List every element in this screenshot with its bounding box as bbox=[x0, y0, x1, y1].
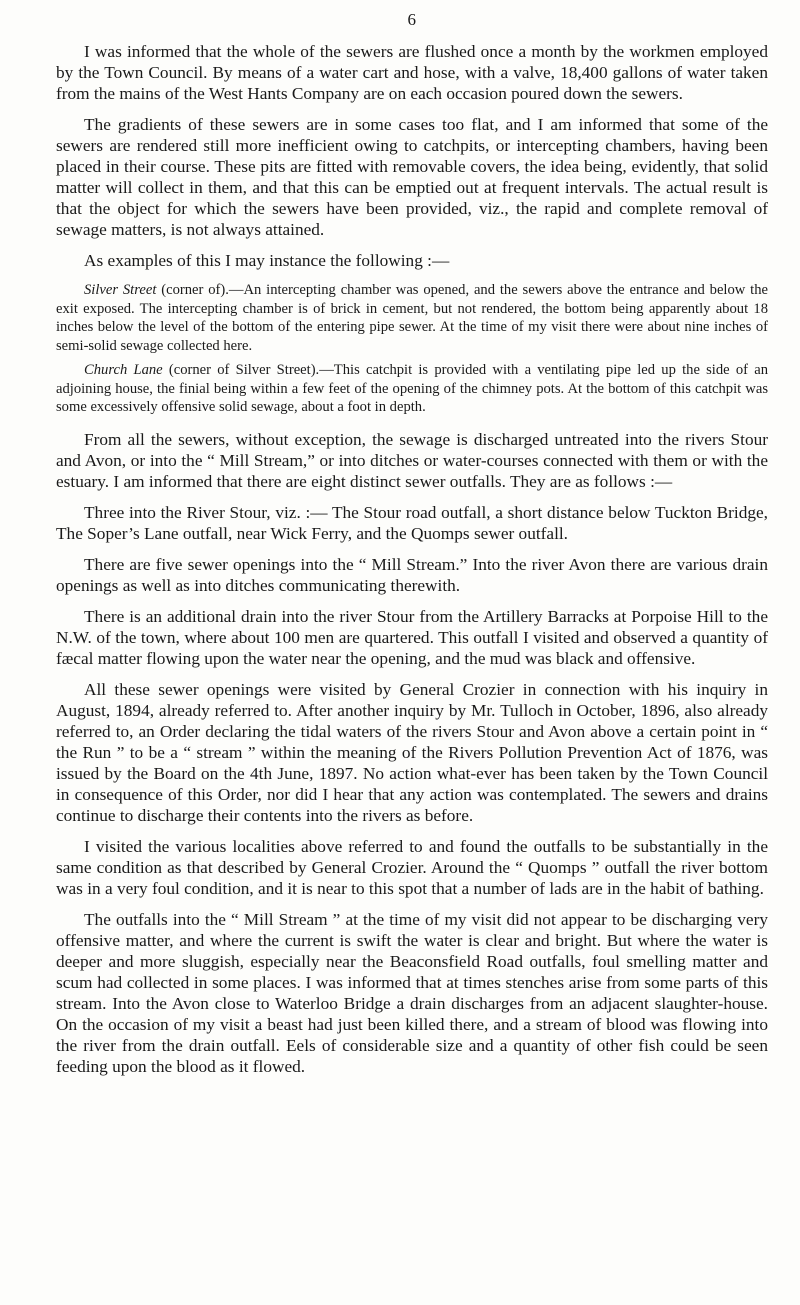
paragraph-flushing: I was informed that the whole of the sewers are flushed once a month by the workmen employed by the Town Council. By means of a water cart and hose, with a valve, 18,400 gallons of water taken from the mains of the West Hants Company are on each occasion poured down the sewers. bbox=[56, 42, 768, 103]
example-silver-street bbox=[56, 281, 768, 355]
paragraph-mill-stream: There are five sewer openings into the “ Mill Stream.” Into the river Avon there are various drain openings as well as into ditches communicating therewith. bbox=[56, 554, 768, 595]
document-page bbox=[56, 10, 768, 1087]
paragraph-examples-intro: As examples of this I may instance the following :— bbox=[84, 251, 450, 270]
example-church-lane bbox=[56, 361, 768, 417]
example-description: (corner of Silver Street).—This catchpit is provided with a ventilating pipe led up the side of an adjoining house, the finial being within a few feet of the opening of the chimney pots. At the bottom of this catchpit was some excessively offensive solid sewage, about a foot in depth. bbox=[56, 362, 769, 415]
paragraph-artillery-barracks: There is an additional drain into the river Stour from the Artillery Barracks at Porpoise Hill to the N.W. of the town, where about 100 men are quartered. This outfall I visited and observed a quantity of fæcal matter flowing upon the water near the opening, and the mud was black and offensive. bbox=[56, 606, 768, 668]
paragraph-stour-outfalls: Three into the River Stour, viz. :— The Stour road outfall, a short distance below Tuckton Bridge, The Soper’s Lane outfall, near Wick Ferry, and the Quomps sewer outfall. bbox=[56, 502, 768, 543]
paragraph-mill-stream-outfalls: The outfalls into the “ Mill Stream ” at the time of my visit did not appear to be discharging very offensive matter, and where the current is swift the water is clear and bright. But where the water is deeper and more sluggish, especially near the Beaconsfield Road outfalls, foul smelling matter and scum had collected in some places. I was informed that at times stenches arise from some parts of this stream. Into the Avon close to Waterloo Bridge a drain discharges from an adjacent slaughter-house. On the occasion of my visit a beast had just been killed there, and a stream of blood was flowing into the river from the drain outfall. Eels of considerable size and a quantity of other fish could be seen feeding upon the blood as it flowed. bbox=[56, 909, 768, 1076]
examples-block bbox=[56, 281, 768, 417]
example-place-name: Silver Street bbox=[84, 282, 157, 298]
paragraph-localities-visit: I visited the various localities above referred to and found the outfalls to be substantially in the same condition as that described by General Crozier. Around the “ Quomps ” outfall the river bottom was in a very foul condition, and it is near to this spot that a number of lads are in the habit of bathing. bbox=[56, 836, 768, 898]
example-place-name: Church Lane bbox=[84, 362, 163, 378]
paragraph-general-crozier: All these sewer openings were visited by General Crozier in connection with his inquiry in August, 1894, already referred to. After another inquiry by Mr. Tulloch in October, 1896, also already referred to, an Order declaring the tidal waters of the rivers Stour and Avon above a certain point in “ the Run ” to be a “ stream ” within the meaning of the Rivers Pollution Prevention Act of 1876, was issued by the Board on the 4th June, 1897. No action what-ever has been taken by the Town Council in consequence of this Order, nor did I hear that any action was contemplated. The sewers and drains continue to discharge their contents into the rivers as before. bbox=[56, 679, 768, 825]
example-description: (corner of).—An intercepting chamber was opened, and the sewers above the entrance and below the exit exposed. The intercepting chamber is of brick in cement, but not rendered, the bottom being apparently about 18 inches below the level of the bottom of the entering pipe sewer. At the time of my visit there were about nine inches of semi-solid sewage collected here. bbox=[56, 282, 768, 354]
paragraph-outfalls-overview: From all the sewers, without exception, the sewage is discharged untreated into the rivers Stour and Avon, or into the “ Mill Stream,” or into ditches or water-courses connected with them or with the estuary. I am informed that there are eight distinct sewer outfalls. They are as follows :— bbox=[56, 429, 768, 491]
page-number: 6 bbox=[407, 10, 417, 29]
paragraph-gradients: The gradients of these sewers are in some cases too flat, and I am informed that some of the sewers are rendered still more inefficient owing to catchpits, or intercepting chambers, having been placed in their course. These pits are fitted with removable covers, the idea being, evidently, that solid matter will collect in them, and that this can be emptied out at frequent intervals. The actual result is that the object for which the sewers have been provided, viz., the rapid and complete removal of sewage matters, is not always attained. bbox=[56, 115, 768, 239]
